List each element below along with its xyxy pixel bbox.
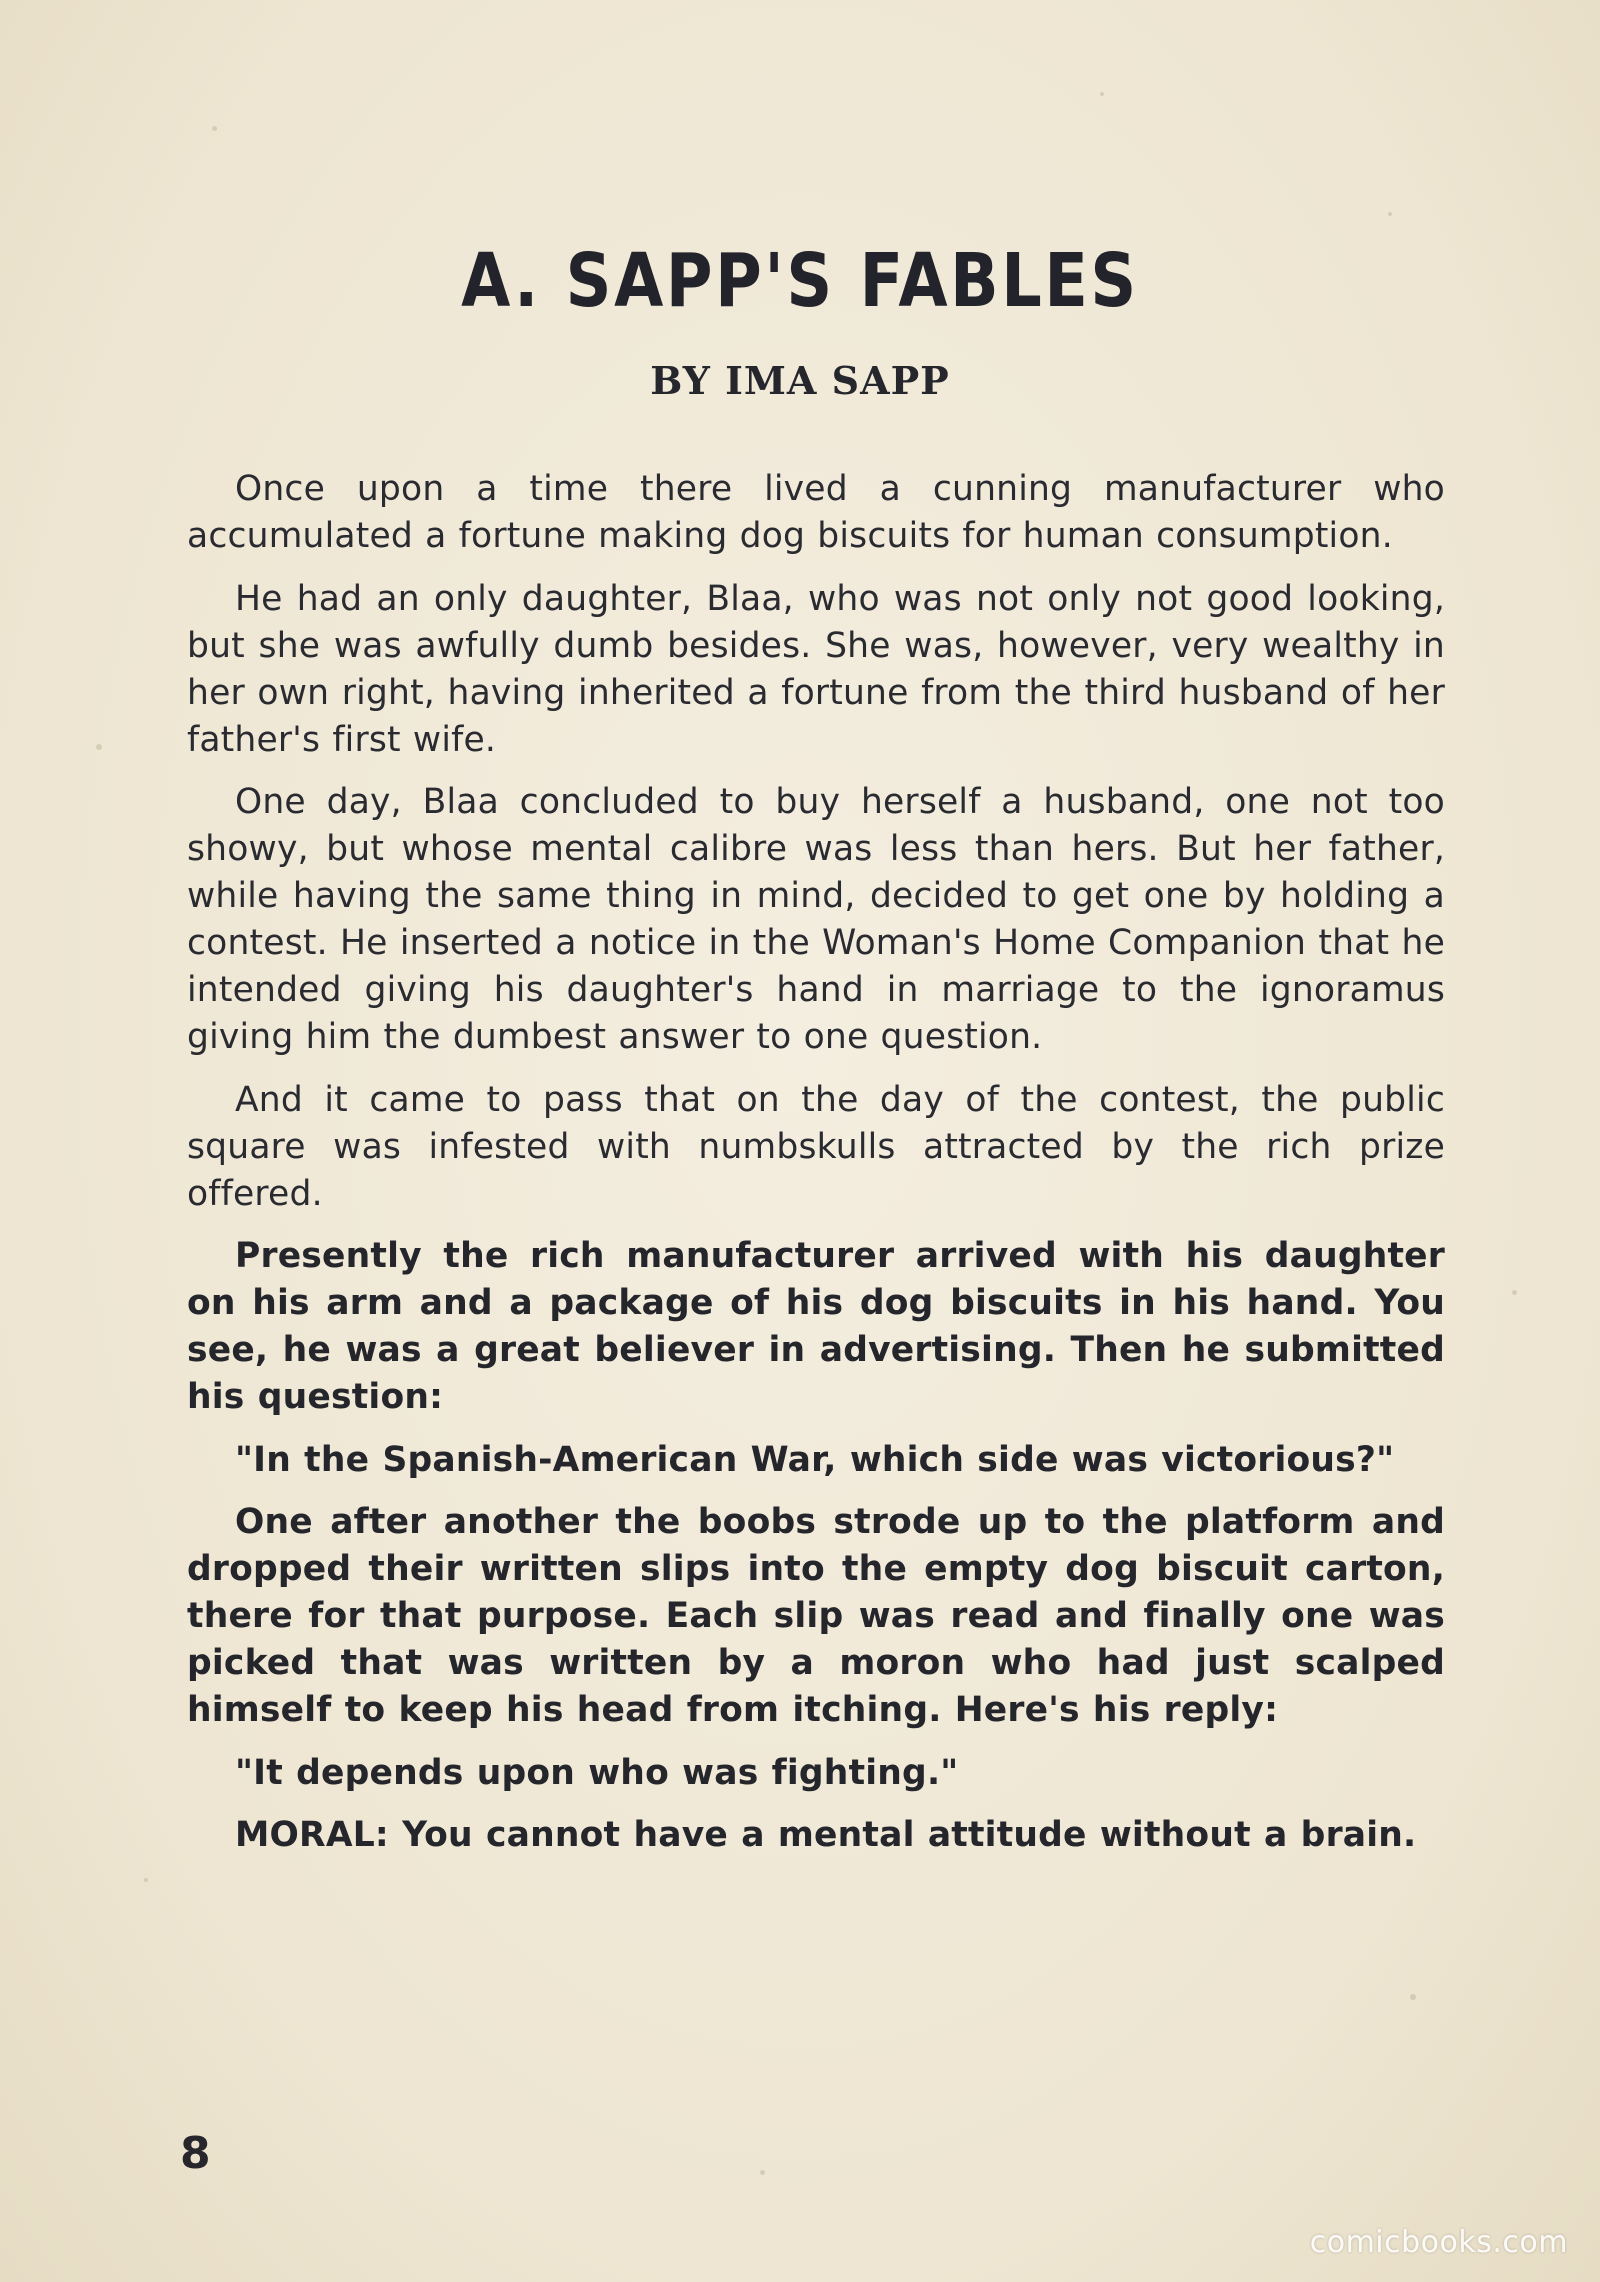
paper-speck [1388,212,1392,216]
paper-speck [760,2170,765,2175]
watermark-text: comicbooks.com [1309,2225,1568,2260]
paper-speck [212,126,217,131]
page-number: 8 [180,2128,211,2179]
paragraph-moral: MORAL: You cannot have a mental attitude without a brain. [235,1815,1417,1855]
paragraph-answers: One after another the boobs strode up to the platform and dropped their written slips into the empty dog biscuit carton, there for that purpose. Each slip was read and finally one was picked that was written by a moron who had just scalped himself to keep his head from itching. Here's his reply: [187,1502,1445,1730]
fable-body [187,466,1445,1875]
paragraph-contest-day: And it came to pass that on the day of the contest, the public square was infested with numbskulls attracted by the rich prize offered. [187,1079,1445,1214]
paragraph-question-intro: Presently the rich manufacturer arrived with his daughter on his arm and a package of his dog biscuits in his hand. You see, he was a great believer in advertising. Then he submitted his question: [187,1236,1445,1417]
paragraph-daughter: He had an only daughter, Blaa, who was not only not good looking, but she was awfully dumb besides. She was, however, very wealthy in her own right, having inherited a fortune from the third husband of her father's first wife. [187,578,1445,760]
paragraph-contest-notice: One day, Blaa concluded to buy herself a husband, one not too showy, but whose mental calibre was less than hers. But her father, while having the same thing in mind, decided to get one by holding a contest. He inserted a notice in the Woman's Home Companion that he intended giving his daughter's hand in marriage to the ignoramus giving him the dumbest answer to one question. [187,782,1445,1057]
paper-speck [1512,1290,1517,1295]
paper-speck [96,744,102,750]
paragraph-intro: Once upon a time there lived a cunning manufacturer who accumulated a fortune making dog biscuits for human consumption. [187,469,1445,556]
paper-speck [144,1878,148,1882]
paper-speck [1100,92,1104,96]
page-title: A. SAPP'S FABLES [461,238,1139,324]
paper-speck [1410,1994,1416,2000]
paragraph-reply: "It depends upon who was fighting." [235,1752,959,1793]
paragraph-question: "In the Spanish-American War, which side was victorious?" [235,1439,1395,1480]
author-byline: BY IMA SAPP [650,358,950,403]
